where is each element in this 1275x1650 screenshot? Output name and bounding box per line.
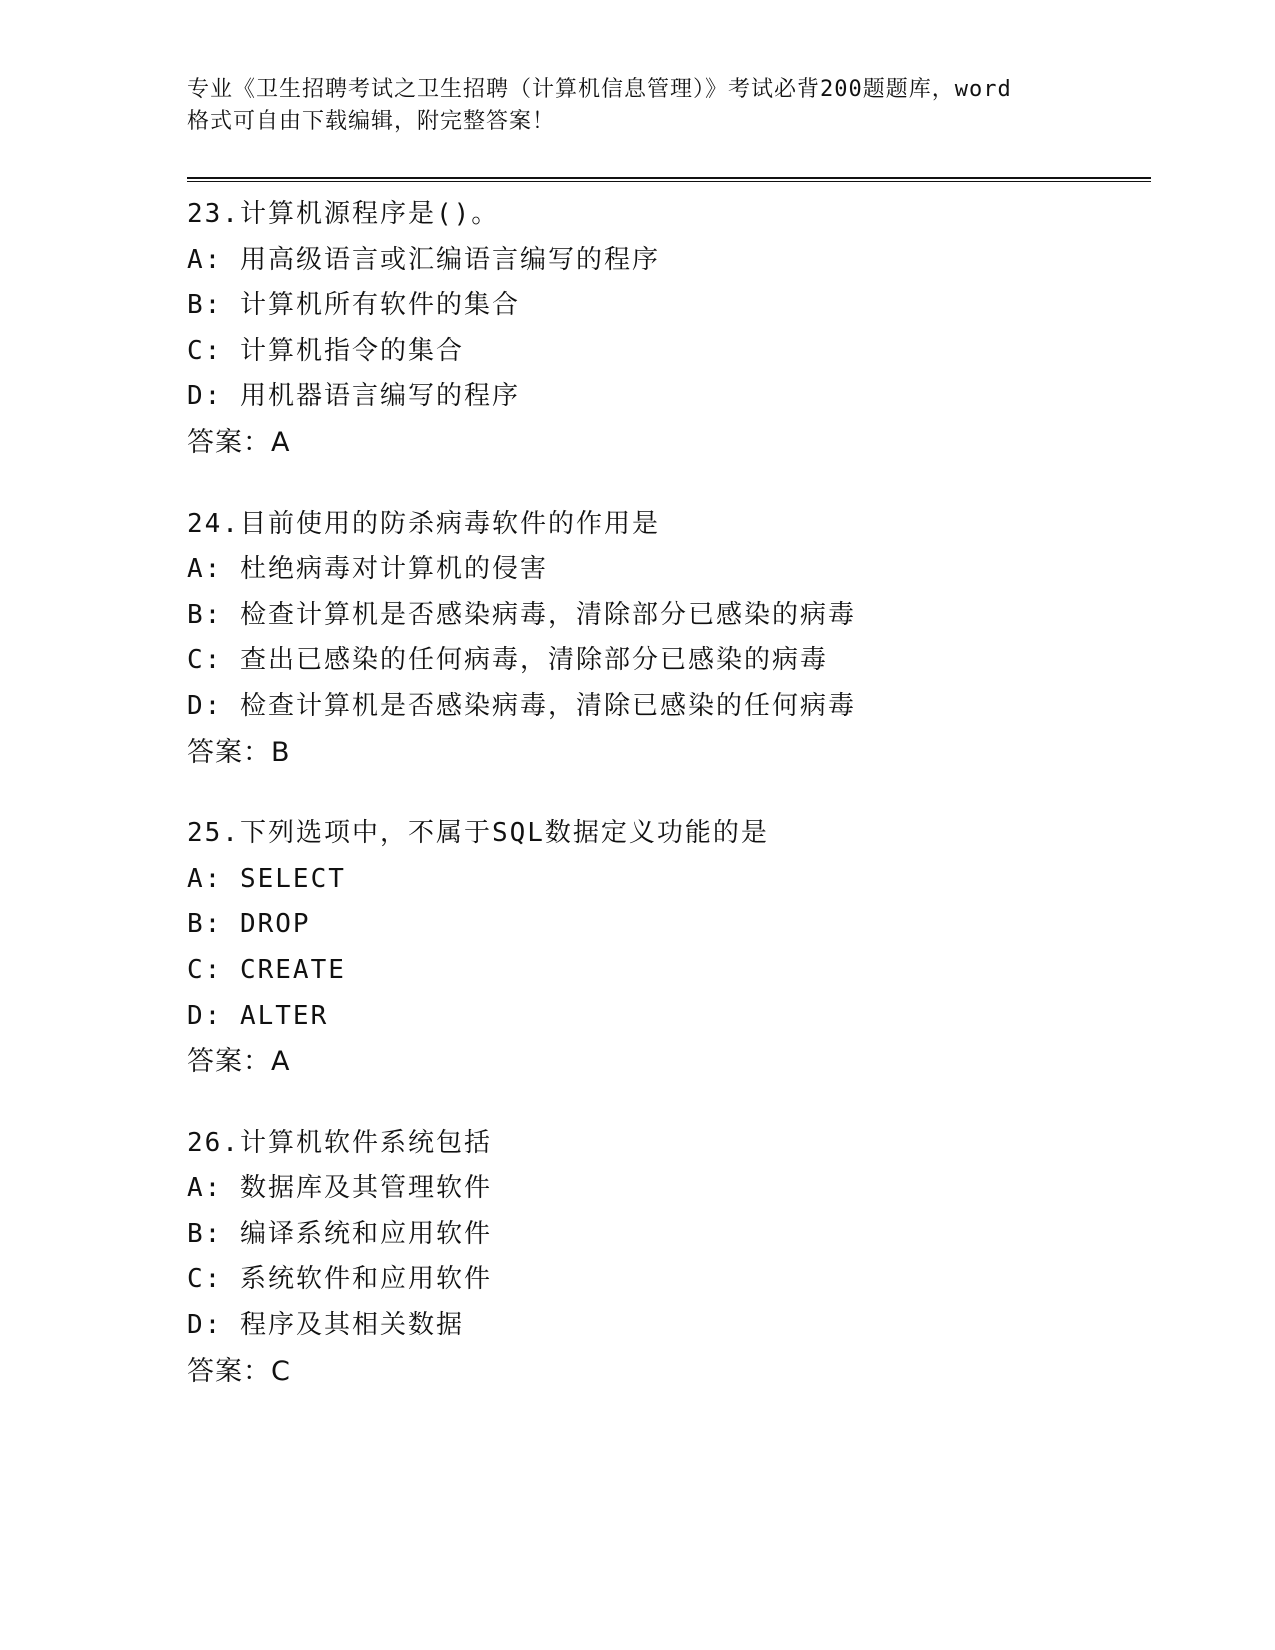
answer-text: 答案：B [187,736,291,768]
answer-text: 答案：A [187,1046,291,1078]
question-26 [187,1121,1147,1395]
answer-text: 答案：A [187,426,291,458]
option-c: C: 系统软件和应用软件 [187,1264,492,1295]
option-d: D: ALTER [187,1000,329,1031]
question-23 [187,192,1147,466]
option-d: D: 用机器语言编写的程序 [187,381,520,412]
header-line-1: 专业《卫生招聘考试之卫生招聘（计算机信息管理）》考试必背200题题库，word [187,77,1012,102]
option-d: D: 检查计算机是否感染病毒，清除已感染的任何病毒 [187,690,856,721]
option-b: B: 计算机所有软件的集合 [187,290,520,321]
option-b: B: 检查计算机是否感染病毒，清除部分已感染的病毒 [187,599,856,630]
option-a: A: 数据库及其管理软件 [187,1173,492,1204]
question-25 [187,811,1147,1085]
question-title: 26.计算机软件系统包括 [187,1127,492,1158]
header-divider-thin [187,181,1151,182]
question-title: 25.下列选项中，不属于SQL数据定义功能的是 [187,818,769,849]
header-divider-thick [187,177,1151,179]
option-a: A: SELECT [187,863,346,894]
question-24 [187,502,1147,776]
option-c: C: CREATE [187,954,346,985]
header-line-2: 格式可自由下载编辑，附完整答案！ [187,109,556,134]
option-b: B: 编译系统和应用软件 [187,1218,492,1249]
document-header [187,74,1117,138]
question-list [187,192,1147,1430]
answer-text: 答案：C [187,1355,291,1387]
option-a: A: 用高级语言或汇编语言编写的程序 [187,244,660,275]
option-c: C: 查出已感染的任何病毒，清除部分已感染的病毒 [187,645,828,676]
option-c: C: 计算机指令的集合 [187,335,464,366]
option-a: A: 杜绝病毒对计算机的侵害 [187,554,548,585]
question-title: 23.计算机源程序是()。 [187,199,500,229]
option-d: D: 程序及其相关数据 [187,1310,464,1341]
option-b: B: DROP [187,909,311,940]
question-title: 24.目前使用的防杀病毒软件的作用是 [187,508,660,539]
